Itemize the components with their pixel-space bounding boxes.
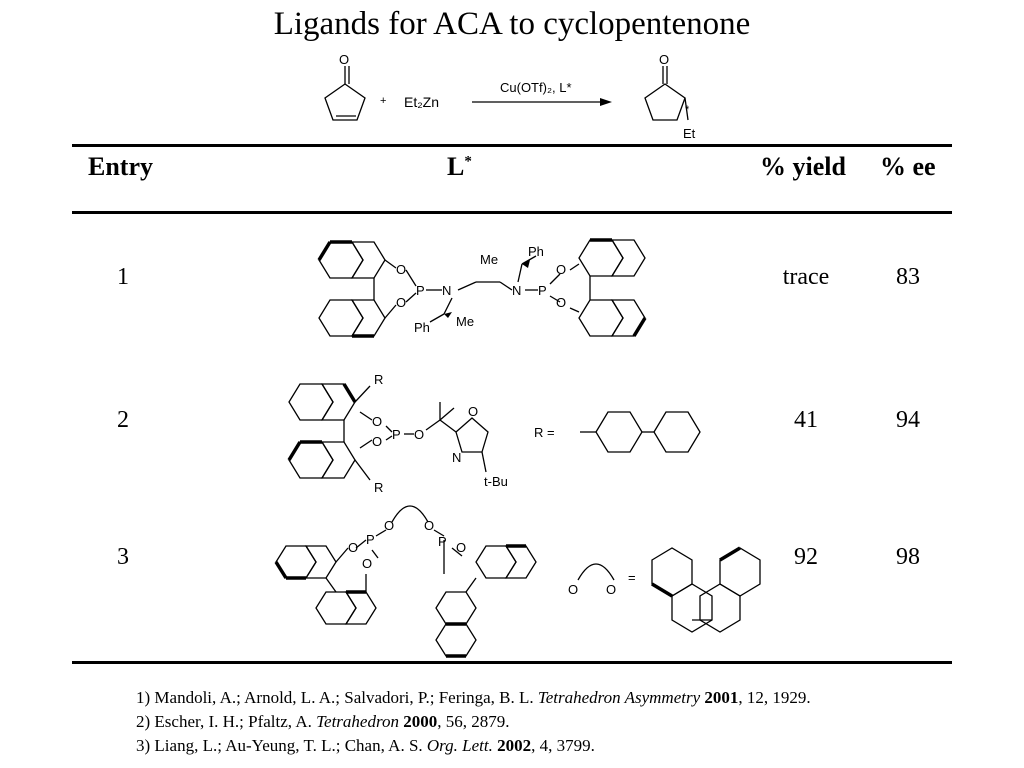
row3-ee: 98 xyxy=(896,544,920,570)
s2-r-eq: R = xyxy=(534,425,555,440)
product-o: O xyxy=(659,52,670,67)
s1-o4: O xyxy=(556,295,567,310)
product-et: Et xyxy=(683,126,696,141)
s1-o1: O xyxy=(396,262,407,277)
s3-o3: O xyxy=(384,518,395,533)
s2-p: P xyxy=(392,427,401,442)
s3-p1: P xyxy=(366,532,375,547)
s1-o2: O xyxy=(396,295,407,310)
s3-o2: O xyxy=(362,556,373,571)
s3-o1: O xyxy=(348,540,359,555)
reagent: Et₂Zn xyxy=(404,94,439,110)
row3-entry: 3 xyxy=(117,544,129,570)
s2-o3: O xyxy=(414,427,425,442)
row1-yield: trace xyxy=(782,264,830,290)
s2-o2: O xyxy=(372,434,383,449)
stereo-marker: * xyxy=(685,104,690,116)
slide-title: Ligands for ACA to cyclopentenone xyxy=(273,6,751,42)
row2-yield: 41 xyxy=(794,407,818,433)
header-ee: % ee xyxy=(880,152,936,181)
s2-o1: O xyxy=(372,414,383,429)
s3-o6: O xyxy=(568,582,579,597)
header-entry: Entry xyxy=(88,152,153,181)
s2-r2: R xyxy=(374,480,384,495)
row1-entry: 1 xyxy=(117,264,129,290)
reference-1: 1) Mandoli, A.; Arnold, L. A.; Salvadori, P.; Feringa, B. L. Tetrahedron Asymmetry 2001, 12, 1929. xyxy=(136,688,811,707)
header-yield: % yield xyxy=(760,152,846,181)
s2-r1: R xyxy=(374,372,384,387)
s1-me1: Me xyxy=(480,252,499,267)
s1-o3: O xyxy=(556,262,567,277)
s2-o4: O xyxy=(468,404,479,419)
s1-me2: Me xyxy=(456,314,475,329)
s3-o7: O xyxy=(606,582,617,597)
s1-p1: P xyxy=(416,283,425,298)
ketone-o: O xyxy=(339,52,350,67)
row1-ee: 83 xyxy=(896,264,920,290)
conditions: Cu(OTf)₂, L* xyxy=(500,80,572,95)
plus-sign: + xyxy=(380,95,387,107)
s1-ph1: Ph xyxy=(528,244,544,259)
row2-entry: 2 xyxy=(117,407,129,433)
reference-2: 2) Escher, I. H.; Pfaltz, A. Tetrahedron 2000, 56, 2879. xyxy=(136,712,510,731)
s3-p2: P xyxy=(438,534,447,549)
s1-n1: N xyxy=(442,283,452,298)
s1-n2: N xyxy=(512,283,522,298)
header-ligand: L* xyxy=(447,152,472,181)
s1-p2: P xyxy=(538,283,547,298)
row2-ee: 94 xyxy=(896,407,920,433)
row3-yield: 92 xyxy=(794,544,818,570)
s2-tbu: t-Bu xyxy=(484,474,508,489)
reference-3: 3) Liang, L.; Au-Yeung, T. L.; Chan, A. S. Org. Lett. 2002, 4, 3799. xyxy=(136,736,595,755)
s3-o4: O xyxy=(424,518,435,533)
s1-ph2: Ph xyxy=(414,320,430,335)
s3-eq: = xyxy=(628,570,636,585)
references xyxy=(136,686,811,758)
s3-o5: O xyxy=(456,540,467,555)
s2-n: N xyxy=(452,450,462,465)
